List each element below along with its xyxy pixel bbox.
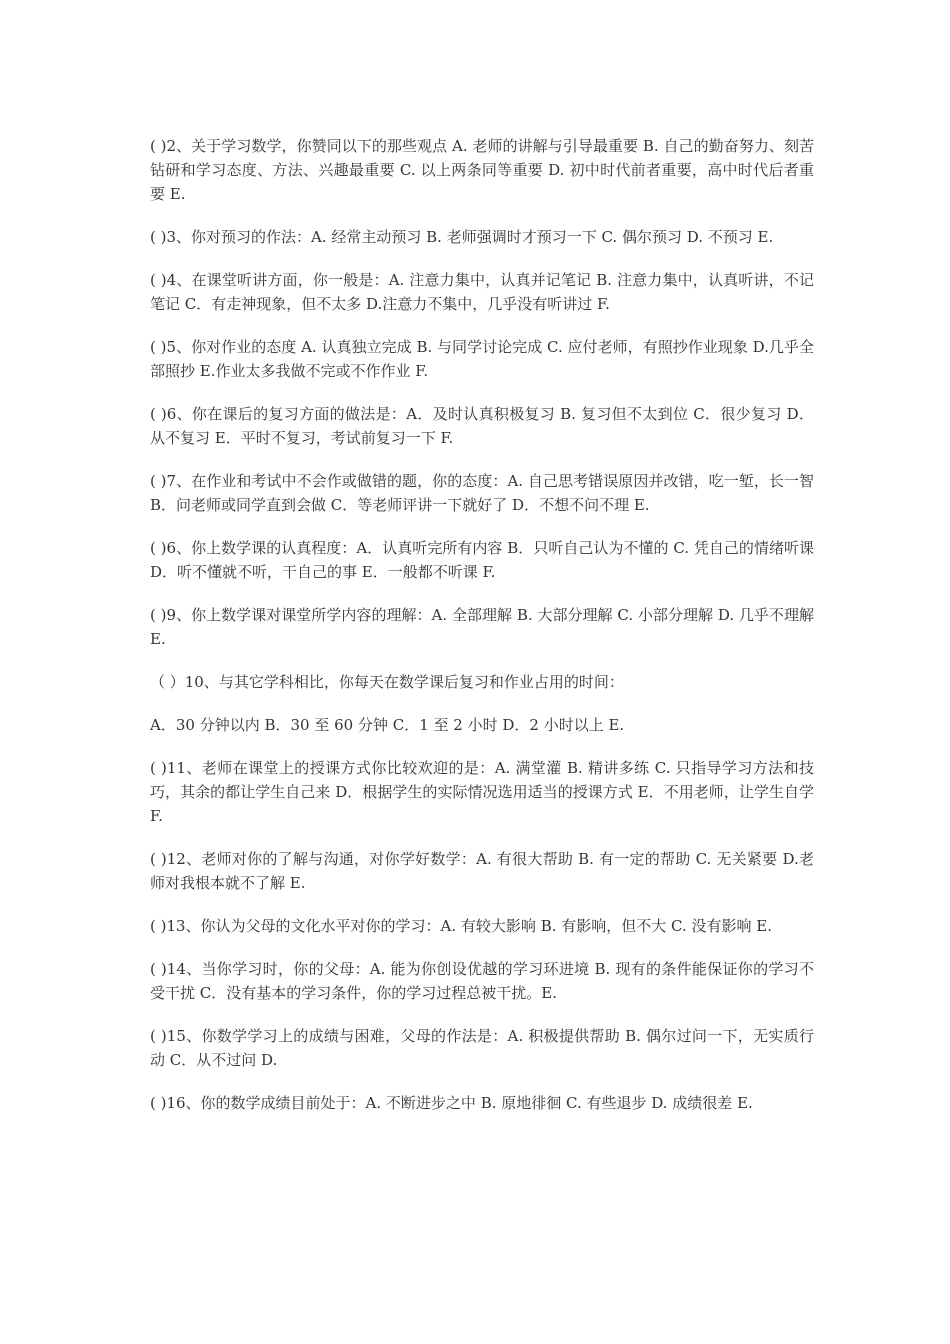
question-7: ( )7、在作业和考试中不会作或做错的题，你的态度：A. 自己思考错误原因并改错，吃一堑，长一智 B．问老师或同学直到会做 C．等老师评讲一下就好了 D．不想不问不理 E. — [150, 472, 814, 514]
question-13: ( )13、你认为父母的文化水平对你的学习：A. 有较大影响 B. 有影响，但不大 C. 没有影响 E. — [150, 917, 772, 935]
question-9: ( )9、你上数学课对课堂所学内容的理解：A. 全部理解 B. 大部分理解 C. 小部分理解 D. 几乎不理解 E. — [150, 606, 814, 648]
document-page — [150, 134, 814, 1134]
question-10-options: A．30 分钟以内 B．30 至 60 分钟 C．1 至 2 小时 D．2 小时以上 E. — [150, 716, 625, 734]
question-12: ( )12、老师对你的了解与沟通，对你学好数学：A. 有很大帮助 B. 有一定的帮助 C. 无关紧要 D.老师对我根本就不了解 E. — [150, 850, 814, 892]
question-6-review: ( )6、你在课后的复习方面的做法是：A．及时认真积极复习 B. 复习但不太到位 C．很少复习 D．从不复习 E．平时不复习，考试前复习一下 F. — [150, 405, 814, 447]
question-10: （ ）10、与其它学科相比，你每天在数学课后复习和作业占用的时间： — [150, 673, 624, 691]
question-2: ( )2、关于学习数学，你赞同以下的那些观点 A. 老师的讲解与引导最重要 B. 自己的勤奋努力、刻苦钻研和学习态度、方法、兴趣最重要 C. 以上两条同等重要 D. 初中时代前者重要，高中时代后者重要 E. — [150, 137, 814, 203]
question-16: ( )16、你的数学成绩目前处于：A. 不断进步之中 B. 原地徘徊 C. 有些退步 D. 成绩很差 E. — [150, 1094, 753, 1112]
question-6-attention: ( )6、你上数学课的认真程度：A．认真听完所有内容 B．只听自己认为不懂的 C. 凭自己的情绪听课 D．听不懂就不听，干自己的事 E．一般都不听课 F. — [150, 539, 814, 581]
question-14: ( )14、当你学习时，你的父母：A. 能为你创设优越的学习环进境 B. 现有的条件能保证你的学习不受干扰 C．没有基本的学习条件，你的学习过程总被干扰。E. — [150, 960, 814, 1002]
question-11: ( )11、老师在课堂上的授课方式你比较欢迎的是：A. 满堂灌 B. 精讲多练 C. 只指导学习方法和技巧，其余的都让学生自己来 D．根据学生的实际情况选用适当的授课方式 E．不用老师，让学生自学 F. — [150, 759, 814, 825]
question-4: ( )4、在课堂听讲方面，你一般是：A. 注意力集中，认真并记笔记 B. 注意力集中，认真听讲，不记笔记 C．有走神现象，但不太多 D.注意力不集中，几乎没有听讲过 F. — [150, 271, 814, 313]
question-15: ( )15、你数学学习上的成绩与困难，父母的作法是：A. 积极提供帮助 B. 偶尔过问一下，无实质行动 C．从不过问 D. — [150, 1027, 814, 1069]
question-5: ( )5、你对作业的态度 A. 认真独立完成 B. 与同学讨论完成 C. 应付老师，有照抄作业现象 D.几乎全部照抄 E.作业太多我做不完或不作作业 F. — [150, 338, 814, 380]
question-3: ( )3、你对预习的作法：A. 经常主动预习 B. 老师强调时才预习一下 C. 偶尔预习 D. 不预习 E. — [150, 228, 774, 246]
